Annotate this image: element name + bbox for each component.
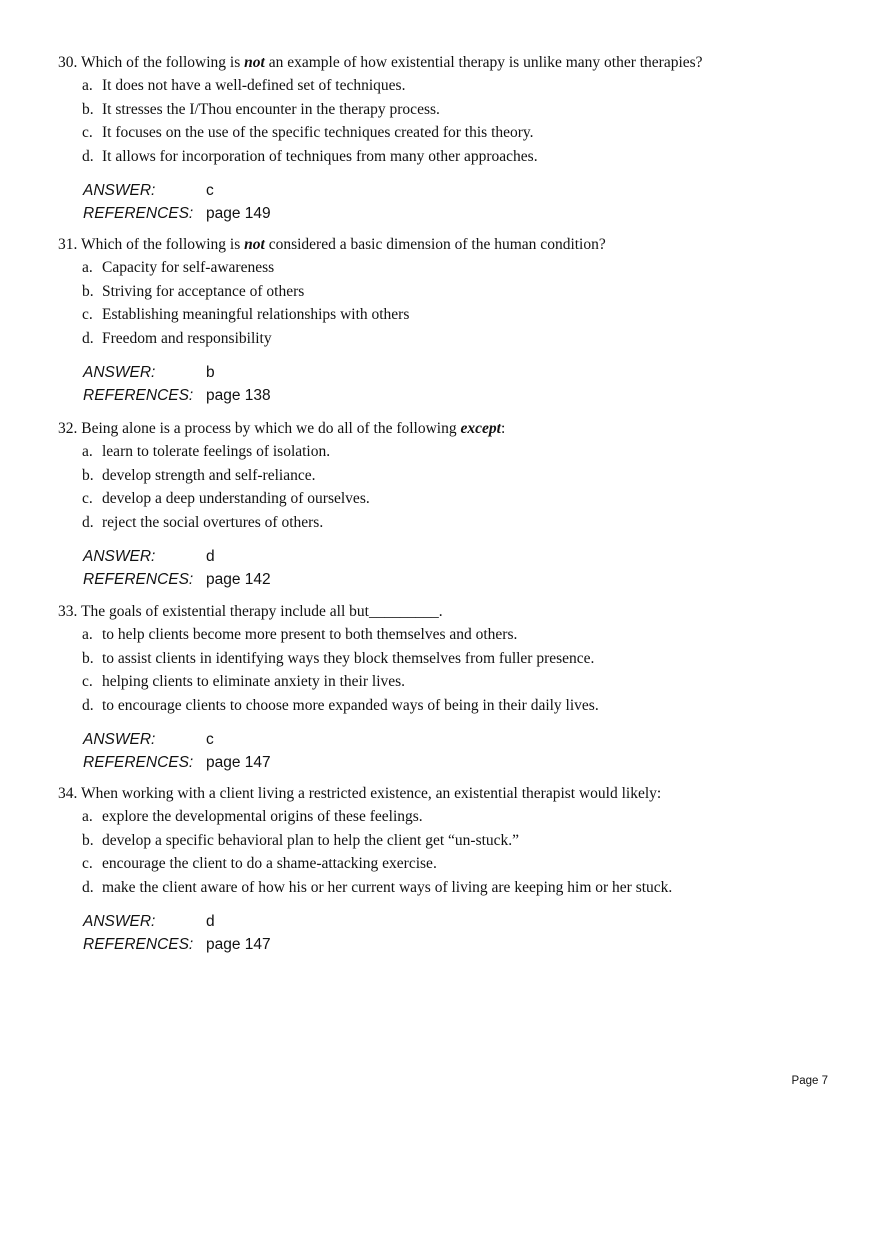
option-text: develop strength and self-reliance. <box>102 466 316 484</box>
option-c <box>58 303 848 327</box>
answer-block <box>83 179 848 225</box>
option-letter: c. <box>82 673 93 691</box>
stem-emphasis: except <box>460 420 501 437</box>
option-text: It focuses on the use of the specific techniques created for this theory. <box>102 124 534 142</box>
references-row <box>83 202 848 225</box>
answer-row <box>83 361 848 384</box>
stem-before: When working with a client living a restricted existence, an existential therapist would likely: <box>80 785 662 802</box>
option-d <box>58 145 848 169</box>
stem-after: an example of how existential therapy is unlike many other therapies? <box>268 54 703 71</box>
references-value: page 142 <box>206 570 271 588</box>
option-text: explore the developmental origins of these feelings. <box>102 808 423 825</box>
option-text: learn to tolerate feelings of isolation. <box>102 443 331 460</box>
question-stem <box>58 234 848 255</box>
references-label: REFERENCES: <box>83 204 194 222</box>
option-c <box>58 670 848 694</box>
option-d <box>58 876 848 900</box>
option-b <box>58 464 848 488</box>
option-letter: b. <box>82 466 94 484</box>
option-letter: a. <box>82 443 93 460</box>
references-label: REFERENCES: <box>83 935 194 953</box>
references-value: page 149 <box>206 204 271 222</box>
answer-row <box>83 728 848 751</box>
option-c <box>58 121 848 145</box>
stem-before: Which of the following is <box>80 236 241 253</box>
page-number: Page 7 <box>791 1075 828 1087</box>
answer-row <box>83 179 848 202</box>
option-text: develop a deep understanding of ourselves. <box>102 490 370 508</box>
option-list <box>58 440 848 535</box>
option-letter: a. <box>82 77 93 94</box>
question-stem <box>58 601 848 622</box>
option-text: helping clients to eliminate anxiety in their lives. <box>102 673 406 691</box>
references-value: page 147 <box>206 935 271 953</box>
answer-block <box>83 728 848 774</box>
option-letter: b. <box>82 649 94 667</box>
option-letter: a. <box>82 259 93 276</box>
answer-row <box>83 545 848 568</box>
question-number: 30. <box>58 54 78 71</box>
option-letter: c. <box>82 124 93 142</box>
question-number: 31. <box>58 236 78 253</box>
option-text: It does not have a well-defined set of techniques. <box>102 77 406 94</box>
option-a <box>58 256 848 280</box>
option-b <box>58 829 848 853</box>
option-text: develop a specific behavioral plan to help the client get “un-stuck.” <box>102 831 520 849</box>
option-a <box>58 805 848 829</box>
option-letter: d. <box>82 514 94 532</box>
answer-value: b <box>206 363 215 381</box>
option-list <box>58 805 848 900</box>
question-stem <box>58 418 848 439</box>
option-letter: b. <box>82 100 94 118</box>
option-b <box>58 647 848 671</box>
question-30 <box>58 52 848 225</box>
option-letter: c. <box>82 490 93 508</box>
stem-after: : <box>500 420 506 437</box>
option-text: to encourage clients to choose more expanded ways of being in their daily lives. <box>102 697 599 715</box>
stem-before: Being alone is a process by which we do all of the following <box>81 420 457 437</box>
stem-after: considered a basic dimension of the human condition? <box>268 236 606 253</box>
option-letter: d. <box>82 879 94 897</box>
question-32 <box>58 418 848 591</box>
option-text: reject the social overtures of others. <box>102 514 324 532</box>
answer-row <box>83 910 848 933</box>
option-a <box>58 74 848 98</box>
answer-value: c <box>206 730 214 748</box>
answer-label: ANSWER: <box>83 912 156 930</box>
references-row <box>83 933 848 956</box>
stem-emphasis: not <box>244 54 265 71</box>
option-text: Capacity for self-awareness <box>102 259 275 276</box>
references-row <box>83 384 848 407</box>
answer-label: ANSWER: <box>83 730 156 748</box>
option-text: encourage the client to do a shame-attacking exercise. <box>102 855 437 873</box>
option-text: It allows for incorporation of techniques from many other approaches. <box>102 148 538 166</box>
references-label: REFERENCES: <box>83 386 194 404</box>
option-b <box>58 280 848 304</box>
stem-before: The goals of existential therapy include all but_________. <box>80 603 443 620</box>
option-c <box>58 852 848 876</box>
option-letter: d. <box>82 330 94 348</box>
stem-emphasis: not <box>244 236 265 253</box>
question-number: 32. <box>58 420 78 437</box>
answer-value: d <box>206 912 215 930</box>
question-number: 33. <box>58 603 78 620</box>
question-31 <box>58 234 848 407</box>
option-a <box>58 623 848 647</box>
option-text: to assist clients in identifying ways they block themselves from fuller presence. <box>102 649 595 667</box>
option-text: It stresses the I/Thou encounter in the therapy process. <box>102 100 440 118</box>
option-text: to help clients become more present to both themselves and others. <box>102 626 518 643</box>
option-d <box>58 327 848 351</box>
references-row <box>83 751 848 774</box>
option-d <box>58 694 848 718</box>
answer-label: ANSWER: <box>83 547 156 565</box>
option-letter: c. <box>82 306 93 324</box>
answer-block <box>83 910 848 956</box>
option-a <box>58 440 848 464</box>
option-letter: b. <box>82 831 94 849</box>
stem-before: Which of the following is <box>80 54 241 71</box>
question-number: 34. <box>58 785 78 802</box>
option-list <box>58 623 848 718</box>
option-list <box>58 256 848 351</box>
question-stem <box>58 52 848 73</box>
option-text: Freedom and responsibility <box>102 330 272 348</box>
answer-block <box>83 545 848 591</box>
question-stem <box>58 783 848 804</box>
option-letter: b. <box>82 282 94 300</box>
option-letter: a. <box>82 808 93 825</box>
references-value: page 138 <box>206 386 271 404</box>
option-letter: d. <box>82 697 94 715</box>
option-text: Establishing meaningful relationships with others <box>102 306 410 324</box>
option-b <box>58 98 848 122</box>
answer-value: d <box>206 547 215 565</box>
references-label: REFERENCES: <box>83 570 194 588</box>
option-text: Striving for acceptance of others <box>102 282 305 300</box>
option-text: make the client aware of how his or her current ways of living are keeping him or her stuck. <box>102 879 673 897</box>
answer-label: ANSWER: <box>83 363 156 381</box>
question-34 <box>58 783 848 956</box>
option-letter: a. <box>82 626 93 643</box>
references-row <box>83 568 848 591</box>
question-33 <box>58 601 848 774</box>
option-letter: d. <box>82 148 94 166</box>
answer-label: ANSWER: <box>83 181 156 199</box>
references-label: REFERENCES: <box>83 753 194 771</box>
references-value: page 147 <box>206 753 271 771</box>
option-letter: c. <box>82 855 93 873</box>
option-list <box>58 74 848 169</box>
option-d <box>58 511 848 535</box>
option-c <box>58 487 848 511</box>
answer-block <box>83 361 848 407</box>
answer-value: c <box>206 181 214 199</box>
